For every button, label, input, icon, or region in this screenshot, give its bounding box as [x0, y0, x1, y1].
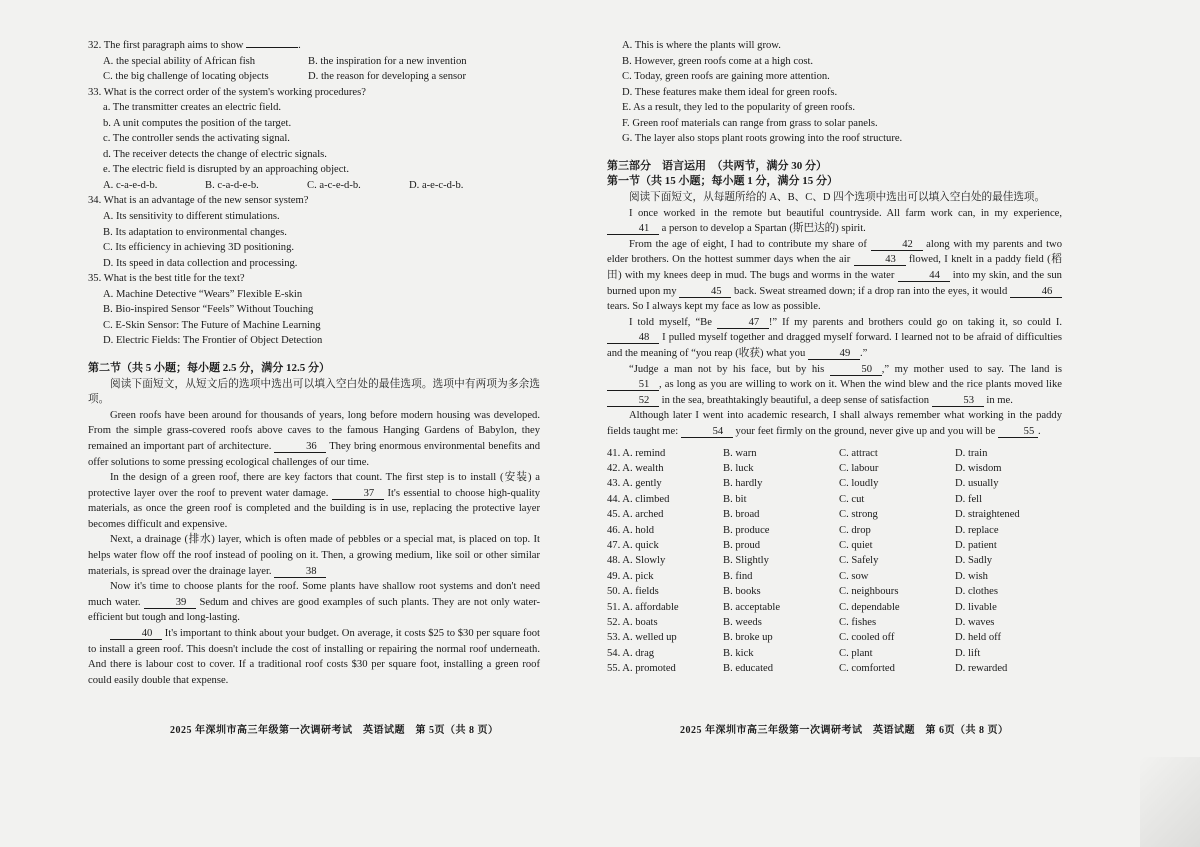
option-cell: 54. A. drag: [607, 647, 655, 659]
option-cell: D. wisdom: [955, 462, 1002, 474]
option-cell: B. luck: [723, 462, 754, 474]
answer-blank: [246, 47, 298, 48]
passage-paragraph: 40 It's important to think about your budget. On average, it costs $25 to $30 per square foot to install a green roof. This doesn't include the cost of installing or repairing the normal roof underneath. And there is labour cost to cover. If a traditional roof costs $30 per square foot, installing a green roof could easily double that expense.: [88, 628, 540, 686]
question-32-options-row1: A. the special ability of African fish B. the inspiration for a new invention: [103, 55, 467, 67]
page-5: [88, 38, 540, 688]
option-cell: 50. A. fields: [607, 586, 659, 598]
option-cell: B. broke up: [723, 632, 773, 644]
option-cell: 46. A. hold: [607, 524, 655, 536]
option-cell: B. educated: [723, 663, 774, 675]
option-cell: 52. A. boats: [607, 616, 658, 628]
passage-paddy-field: [607, 206, 1062, 440]
option-cell: B. weeds: [723, 616, 762, 628]
answer-blank: 37: [332, 488, 384, 500]
option-cell: 48. A. Slowly: [607, 555, 666, 567]
passage-paragraph: I told myself, “Be 47 !” If my parents and brothers could go on taking it, so could I. 48 I pulled myself together and dragged myself forward. I learned not to be afraid of difficulties and the meaning of “you reap (收获) what you 49 .”: [607, 316, 1062, 359]
option-item: C. E-Skin Sensor: The Future of Machine Learning: [103, 319, 321, 331]
option-cell: B. kick: [723, 647, 754, 659]
passage-paragraph: In the design of a green roof, there are key factors that count. The first step is to install (安装) a protective layer over the roof to prevent water damage. 37 It's essential to choose high-quality materials, as once the green roof is completed and the building is in use, replacing the protective layer becomes difficult and expensive.: [88, 472, 540, 530]
option-cell: D. clothes: [955, 586, 998, 598]
option-cell: D. held off: [955, 632, 1001, 644]
question-33-stem: 33. What is the correct order of the system's working procedures?: [88, 86, 366, 98]
option-cell: C. strong: [839, 509, 878, 521]
option-item: B. Its adaptation to environmental changes.: [103, 226, 287, 238]
option-cell: 47. A. quick: [607, 539, 659, 551]
option-cell: B. find: [723, 570, 753, 582]
option-cell: B. produce: [723, 524, 770, 536]
option-cell: D. waves: [955, 616, 995, 628]
option-cell: C. fishes: [839, 616, 877, 628]
option-cell: C. cut: [839, 493, 865, 505]
option-cell: C. cooled off: [839, 632, 895, 644]
scan-shadow: [1140, 757, 1200, 847]
question-32-options-row2: C. the big challenge of locating objects D. the reason for developing a sensor: [103, 71, 466, 83]
option-cell: C. sow: [839, 570, 869, 582]
option-cell: D. Sadly: [955, 555, 993, 567]
passage-paragraph: Although later I went into academic research, I shall always remember what working in the paddy fields taught me: 54 your feet firmly on the ground, never give up and you will be 55 .: [607, 410, 1062, 437]
option-cell: D. straightened: [955, 509, 1020, 521]
answer-blank: 50: [830, 364, 882, 376]
answer-blank: 54: [681, 426, 733, 438]
option-cell: B. warn: [723, 447, 757, 459]
option-item: A. Machine Detective “Wears” Flexible E-skin: [103, 288, 303, 300]
choice-item: F. Green roof materials can range from grass to solar panels.: [622, 117, 878, 129]
choice-item: G. The layer also stops plant roots growing into the roof structure.: [622, 133, 903, 145]
answer-blank: 48: [607, 332, 659, 344]
question-32-stem: 32. The first paragraph aims to show .: [88, 40, 301, 51]
passage-green-roofs: [88, 408, 540, 689]
section-2-heading: 第二节（共 5 小题；每小题 2.5 分，满分 12.5 分）: [88, 361, 330, 374]
page-6: [607, 38, 1062, 677]
section-1-instruction: 阅读下面短文，从每题所给的 A、B、C、D 四个选项中选出可以填入空白处的最佳选项。: [629, 192, 1046, 204]
option-cell: C. drop: [839, 524, 871, 536]
option-item: D. Its speed in data collection and processing.: [103, 257, 298, 269]
question-33-options: A. c-a-e-d-b. B. c-a-d-e-b. C. a-c-e-d-b. D. a-e-c-d-b.: [103, 179, 464, 191]
option-cell: 41. A. remind: [607, 447, 666, 459]
step-item: a. The transmitter creates an electric field.: [103, 102, 282, 114]
answer-blank: 53: [932, 395, 984, 407]
option-cell: B. Slightly: [723, 555, 769, 567]
answer-blank: 38: [274, 566, 326, 578]
section-2-instruction: 阅读下面短文，从短文后的选项中选出可以填入空白处的最佳选项。选项中有两项为多余选项。: [88, 378, 540, 406]
option-cell: D. wish: [955, 570, 988, 582]
step-item: e. The electric field is disrupted by an approaching object.: [103, 164, 350, 176]
option-cell: 55. A. promoted: [607, 663, 676, 675]
option-cell: 44. A. climbed: [607, 493, 670, 505]
option-cell: D. patient: [955, 539, 997, 551]
option-cell: 45. A. arched: [607, 509, 664, 521]
passage-paragraph: Next, a drainage (排水) layer, which is often made of pebbles or a special mat, is placed on top. It helps water flow off the roof instead of pooling on it. Then, a growing medium, like soil or other similar materials, is spread over the drainage layer. 38: [88, 534, 540, 577]
answer-blank: 41: [607, 223, 659, 235]
choice-item: E. As a result, they led to the popularity of green roofs.: [622, 102, 856, 114]
choice-item: D. These features make them ideal for green roofs.: [622, 86, 838, 98]
page-footer: 2025 年深圳市高三年级第一次调研考试 英语试题 第 5页（共 8 页）: [170, 725, 499, 736]
passage-paragraph: I once worked in the remote but beautiful countryside. All farm work can, in my experience, 41 a person to develop a Spartan (斯巴达的) spirit.: [607, 206, 1062, 237]
option-cell: B. books: [723, 586, 761, 598]
answer-blank: 46: [1010, 286, 1062, 298]
option-cell: C. quiet: [839, 539, 873, 551]
question-35-stem: 35. What is the best title for the text?: [88, 273, 245, 285]
option-item: B. Bio-inspired Sensor “Feels” Without Touching: [103, 304, 314, 316]
option-cell: B. proud: [723, 539, 761, 551]
option-cell: C. plant: [839, 647, 873, 659]
option-cell: 43. A. gently: [607, 478, 662, 490]
passage-paragraph: “Judge a man not by his face, but by his 50 ,” my mother used to say. The land is 51 , as long as you are willing to work on it. When the wind blew and the rice plants moved like 52 in the sea, breathtakingly beautiful, a deep sense of satisfaction 53 in me.: [607, 362, 1062, 409]
option-cell: C. dependable: [839, 601, 900, 613]
option-cell: B. hardly: [723, 478, 763, 490]
answer-blank: 52: [607, 395, 659, 407]
step-item: c. The controller sends the activating signal.: [103, 133, 290, 145]
choice-item: B. However, green roofs come at a high cost.: [622, 55, 814, 67]
option-item: D. Electric Fields: The Frontier of Object Detection: [103, 335, 323, 347]
option-cell: 51. A. affordable: [607, 601, 679, 613]
step-item: b. A unit computes the position of the target.: [103, 117, 292, 129]
answer-blank: 49: [808, 348, 860, 360]
option-cell: D. rewarded: [955, 663, 1008, 675]
option-cell: C. attract: [839, 447, 878, 459]
option-cell: D. train: [955, 447, 988, 459]
option-cell: C. labour: [839, 462, 879, 474]
passage-paragraph: From the age of eight, I had to contribute my share of 42 along with my parents and two elder brothers. On the hottest summer days when the air 43 flowed, I knelt in a paddy field (稻田) with my knees deep in mud. The bugs and worms in the water 44 into my skin, and the sun burned upon my 45 back. Sweat streamed down; if a drop ran into the eyes, it would 46 tears. So I always kept my face as low as possible.: [607, 238, 1062, 313]
option-cell: B. acceptable: [723, 601, 781, 613]
option-cell: C. neighbours: [839, 586, 899, 598]
cloze-options-grid: [607, 446, 1062, 677]
option-cell: 53. A. welled up: [607, 632, 677, 644]
option-item: C. Its efficiency in achieving 3D positioning.: [103, 242, 295, 254]
answer-blank: 42: [871, 239, 923, 251]
choice-item: A. This is where the plants will grow.: [622, 40, 781, 51]
option-cell: C. comforted: [839, 663, 895, 675]
option-cell: D. lift: [955, 647, 981, 659]
choice-item: C. Today, green roofs are gaining more attention.: [622, 71, 830, 83]
option-cell: 49. A. pick: [607, 570, 654, 582]
answer-blank: 47: [717, 317, 769, 329]
answer-blank: 55: [998, 426, 1038, 438]
option-cell: B. bit: [723, 493, 747, 505]
option-cell: D. usually: [955, 478, 999, 490]
answer-blank: 39: [144, 597, 196, 609]
option-cell: 42. A. wealth: [607, 462, 664, 474]
step-item: d. The receiver detects the change of electric signals.: [103, 148, 327, 160]
passage-paragraph: Now it's time to choose plants for the roof. Some plants have shallow root systems and don't need much water. 39 Sedum and chives are good examples of such plants. They are not only water-efficient but tough and long-lasting.: [88, 581, 541, 624]
option-cell: D. livable: [955, 601, 997, 613]
option-cell: C. Safely: [839, 555, 879, 567]
option-cell: D. fell: [955, 493, 983, 505]
page-footer: 2025 年深圳市高三年级第一次调研考试 英语试题 第 6页（共 8 页）: [680, 725, 1009, 736]
passage-paragraph: Green roofs have been around for thousands of years, long before modern housing was developed. From the simple grass-covered roofs above caves to the famous Hanging Gardens of Babylon, they remained an important part of architecture. 36 They bring enormous environmental benefits and offer solutions to some pressing ecological challenges of our time.: [88, 409, 541, 468]
answer-blank: 43: [854, 254, 906, 266]
section-1-heading: 第一节（共 15 小题；每小题 1 分，满分 15 分）: [607, 175, 838, 188]
answer-blank: 40: [110, 628, 162, 640]
option-item: A. Its sensitivity to different stimulations.: [103, 211, 280, 223]
answer-blank: 36: [274, 441, 326, 453]
option-cell: B. broad: [723, 509, 760, 521]
answer-blank: 44: [898, 270, 950, 282]
option-cell: C. loudly: [839, 478, 879, 490]
part-3-heading: 第三部分 语言运用 （共两节，满分 30 分）: [607, 159, 827, 172]
option-cell: D. replace: [955, 524, 999, 536]
answer-blank: 45: [679, 286, 731, 298]
answer-blank: 51: [607, 379, 659, 391]
question-34-stem: 34. What is an advantage of the new sensor system?: [88, 195, 309, 207]
